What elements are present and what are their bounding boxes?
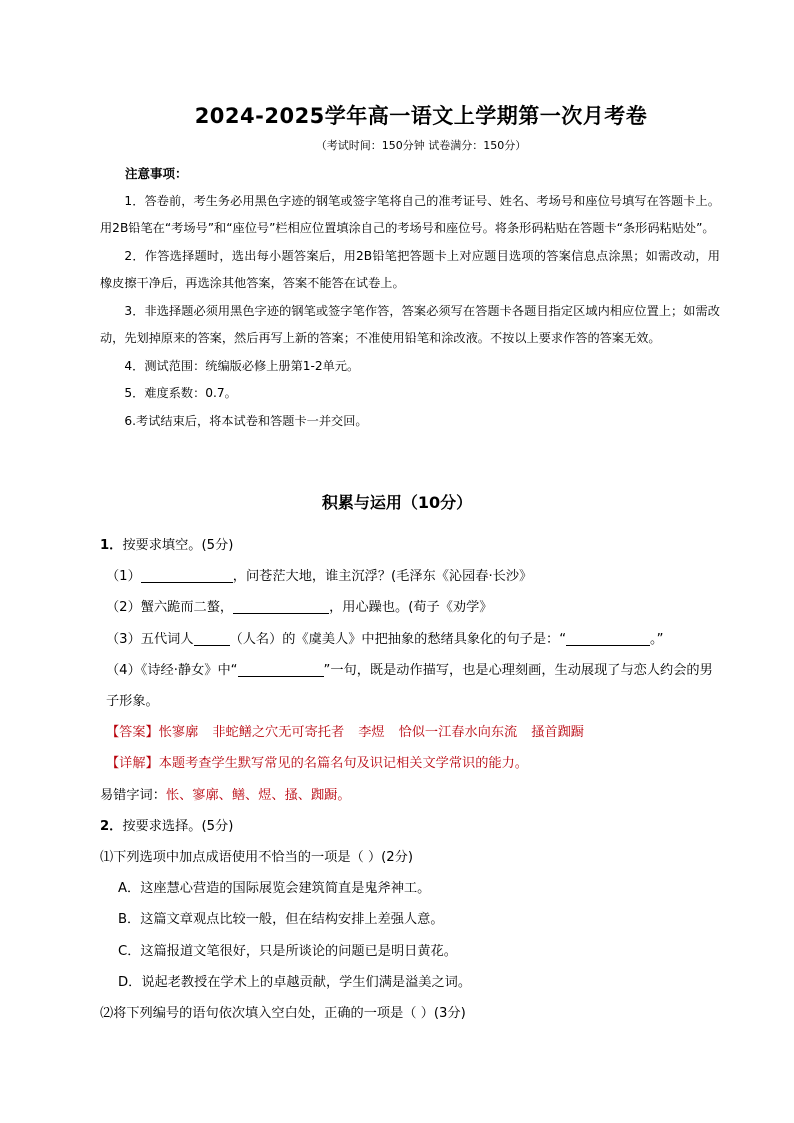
- q1-answer: [100, 717, 722, 748]
- option-b: B．这篇文章观点比较一般，但在结构安排上差强人意。: [118, 912, 444, 928]
- q2-sub-2: ⑵将下列编号的语句依次填入空白处，正确的一项是（ ）(3分): [100, 1006, 466, 1022]
- note-item: 6.考试结束后，将本试卷和答题卡一并交回。: [124, 413, 368, 428]
- q1-sub-2-text: （2）蟹六跪而二螯，: [106, 600, 234, 616]
- q1-sub-3-suffix: 。”: [650, 631, 664, 647]
- answer-item: 怅寥廓: [158, 725, 199, 741]
- q1-sub-2: [100, 592, 722, 623]
- q1-sub-3: [100, 624, 722, 655]
- q1-sub-4: [100, 655, 722, 717]
- q1-text: 按要求填空。(5分): [122, 538, 234, 553]
- q1-heading: [100, 530, 722, 561]
- exam-title: 2024-2025学年高一语文上学期第一次月考卷: [194, 104, 648, 128]
- answer-item: 恰似一江春水向东流: [398, 725, 518, 741]
- option-c: C．这篇报道文笔很好，只是所谈论的问题已是明日黄花。: [118, 943, 457, 959]
- detail-text: 本题考查学生默写常见的名篇名句及识记相关文学常识的能力。: [158, 756, 528, 772]
- note-item: 5．难度系数：0.7。: [124, 386, 237, 400]
- q1-detail: [100, 748, 722, 779]
- error-words: 怅、寥廓、鳝、煜、搔、踟蹰。: [165, 787, 351, 803]
- q2-sub-1: ⑴下列选项中加点成语使用不恰当的一项是（ ）(2分): [100, 850, 413, 866]
- q2-number: 2．: [100, 818, 123, 834]
- q1-sub-3-mid: （人名）的《虞美人》中把抽象的愁绪具象化的句子是：“: [229, 631, 567, 647]
- detail-label: 【详解】: [106, 756, 159, 772]
- q1-sub-1-prefix: （1）: [106, 569, 141, 585]
- q1-sub-4-suffix: ”一句，既是动作描写，也是心理刻画，生动展现了与恋人约会的男子形象。: [106, 662, 713, 710]
- answer-blank: [233, 597, 329, 614]
- answer-blank: [141, 566, 233, 583]
- q1-sub-1: [100, 561, 722, 592]
- answer-blank: [238, 660, 324, 677]
- q2-text: 按要求选择。(5分): [122, 818, 234, 834]
- notes-section: [100, 160, 720, 435]
- answer-label: 【答案】: [106, 725, 159, 741]
- answer-item: 搔首踟蹰: [531, 725, 584, 741]
- q1-sub-2-suffix: ，用心躁也。(荀子《劝学》: [329, 600, 493, 616]
- q1-error-words: [100, 780, 722, 811]
- answer-blank: [194, 629, 230, 646]
- q1-number: 1．: [100, 538, 123, 553]
- questions-body: [100, 530, 722, 1029]
- answer-item: 非蛇鳝之穴无可寄托者: [212, 725, 345, 741]
- answer-blank: [566, 629, 650, 646]
- option-a: A．这座慧心营造的国际展览会建筑简直是鬼斧神工。: [118, 881, 431, 897]
- note-item: 3．非选择题必须用黑色字迹的钢笔或签字笔作答，答案必须写在答题卡各题目指定区域内相应位置上；如需改动，先划掉原来的答案，然后再写上新的答案；不准使用铅笔和涂改液。不按以上要求作答的答案无效。: [100, 303, 720, 345]
- q1-sub-4-text: （4）《诗经·静女》中“: [106, 662, 238, 678]
- note-item: 1．答卷前，考生务必用黑色字迹的钢笔或签字笔将自己的准考证号、姓名、考场号和座位号填写在答题卡上。用2B铅笔在“考场号”和“座位号”栏相应位置填涂自己的考场号和座位号。将条形码粘贴在答题卡“条形码粘贴处”。: [100, 193, 720, 235]
- note-item: 2．作答选择题时，选出每小题答案后，用2B铅笔把答题卡上对应题目选项的答案信息点涂黑；如需改动，用橡皮擦干净后，再选涂其他答案，答案不能答在试卷上。: [100, 248, 720, 290]
- q2-heading: [100, 811, 722, 842]
- answer-item: 李煜: [358, 725, 385, 741]
- error-label: 易错字词：: [100, 787, 166, 803]
- exam-subtitle: （考试时间：150分钟 试卷满分：150分）: [315, 139, 527, 152]
- q1-sub-1-text: ，问苍茫大地，谁主沉浮？(毛泽东《沁园春·长沙》: [232, 569, 533, 585]
- note-item: 4．测试范围：统编版必修上册第1-2单元。: [124, 358, 360, 373]
- option-d: D．说起老教授在学术上的卓越贡献，学生们满是溢美之词。: [118, 974, 472, 990]
- section-title: 积累与运用（10分）: [321, 493, 473, 512]
- q1-sub-3-text: （3）五代词人: [106, 631, 194, 647]
- notes-heading: 注意事项：: [125, 166, 188, 181]
